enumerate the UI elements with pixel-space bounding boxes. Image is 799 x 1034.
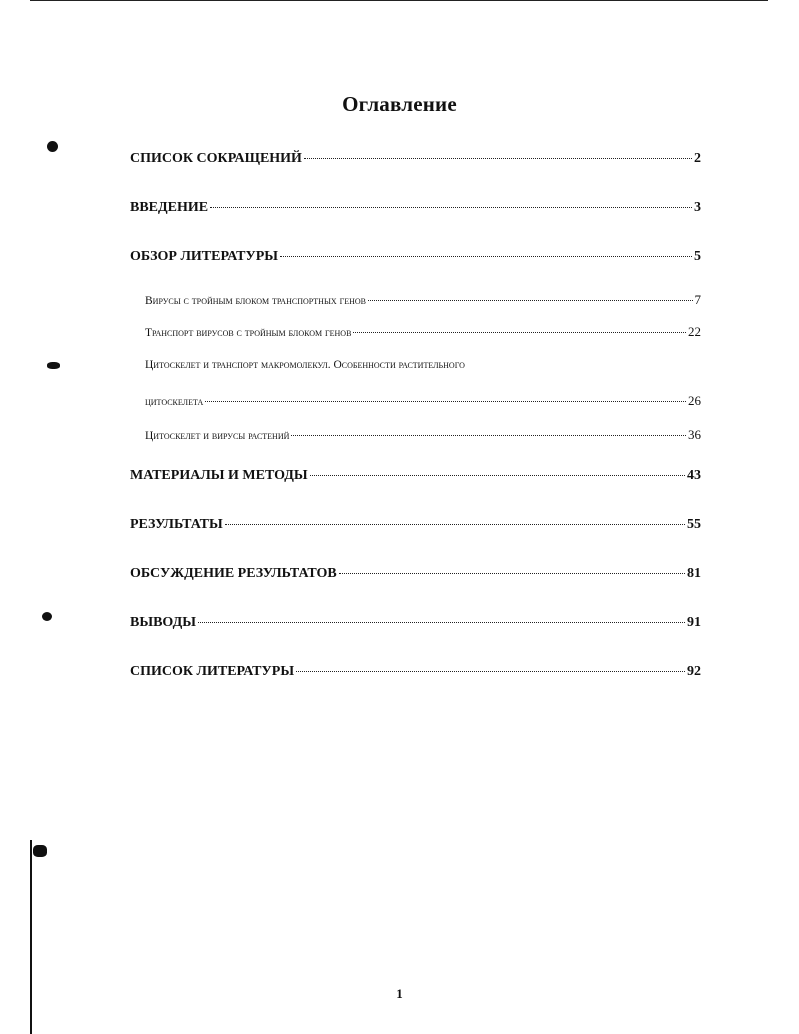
dot-leader (304, 158, 692, 159)
toc-entry-page: 2 (694, 151, 701, 166)
toc-entry-label: СПИСОК СОКРАЩЕНИЙ (130, 151, 302, 166)
dot-leader (339, 573, 685, 574)
toc-entry-discussion[interactable] (130, 566, 701, 582)
toc-entry-cytoskeleton-plant-viruses[interactable] (145, 427, 701, 443)
toc-entry-label: СПИСОК ЛИТЕРАТУРЫ (130, 664, 295, 679)
toc-entry-label: МАТЕРИАЛЫ И МЕТОДЫ (130, 468, 308, 483)
toc-entry-literature-review[interactable] (130, 249, 701, 265)
dot-leader (353, 332, 686, 333)
toc-entry-abbreviations[interactable] (130, 151, 701, 167)
toc-entry-introduction[interactable] (130, 200, 701, 216)
dot-leader (310, 475, 685, 476)
toc-entry-label: ОБСУЖДЕНИЕ РЕЗУЛЬТАТОВ (130, 566, 337, 581)
page-title: Оглавление (342, 92, 457, 116)
toc-entry-label: Цитоскелет и вирусы растений (145, 430, 290, 442)
toc-entry-materials-methods[interactable] (130, 468, 701, 484)
toc-entry-references[interactable] (130, 664, 701, 680)
dot-leader (368, 300, 693, 301)
toc-entry-label: РЕЗУЛЬТАТЫ (130, 517, 223, 532)
toc-entry-tgb-transport[interactable] (145, 324, 701, 340)
toc-entry-label: Вирусы с тройным блоком транспортных генов (145, 295, 366, 307)
toc-entry-label: ОБЗОР ЛИТЕРАТУРЫ (130, 249, 279, 264)
toc-entry-label: Цитоскелет и транспорт макромолекул. Особенности растительного (145, 359, 465, 371)
toc-entry-label: Транспорт вирусов с тройным блоком генов (145, 327, 352, 339)
toc-entry-page: 7 (694, 292, 701, 307)
dot-leader (225, 524, 685, 525)
dot-leader (296, 671, 685, 672)
dot-leader (280, 256, 692, 257)
toc-entry-page: 55 (687, 517, 701, 532)
toc-entry-label-continued: цитоскелета (145, 396, 204, 408)
dot-leader (198, 622, 685, 623)
toc-entry-label: ВВЕДЕНИЕ (130, 200, 209, 215)
toc-entry-page: 26 (688, 393, 701, 408)
toc-entry-conclusions[interactable] (130, 615, 701, 631)
toc-entry-page: 3 (694, 200, 701, 215)
toc-entry-cytoskeleton-line-1[interactable] (145, 359, 701, 371)
toc-entry-page: 81 (687, 566, 701, 581)
dot-leader (291, 435, 686, 436)
toc-entry-page: 91 (687, 615, 701, 630)
toc-entry-page: 92 (687, 664, 701, 679)
toc-entry-tgb-viruses[interactable] (145, 292, 701, 308)
toc-entry-page: 43 (687, 468, 701, 483)
toc-entry-page: 36 (688, 427, 701, 442)
toc-entry-cytoskeleton-line-2[interactable] (145, 393, 701, 409)
page-number: 1 (396, 986, 403, 1001)
dot-leader (210, 207, 692, 208)
toc-entry-page: 5 (694, 249, 701, 264)
dot-leader (205, 401, 686, 402)
toc-entry-label: ВЫВОДЫ (130, 615, 196, 630)
toc-entry-page: 22 (688, 324, 701, 339)
toc-entry-results[interactable] (130, 517, 701, 533)
